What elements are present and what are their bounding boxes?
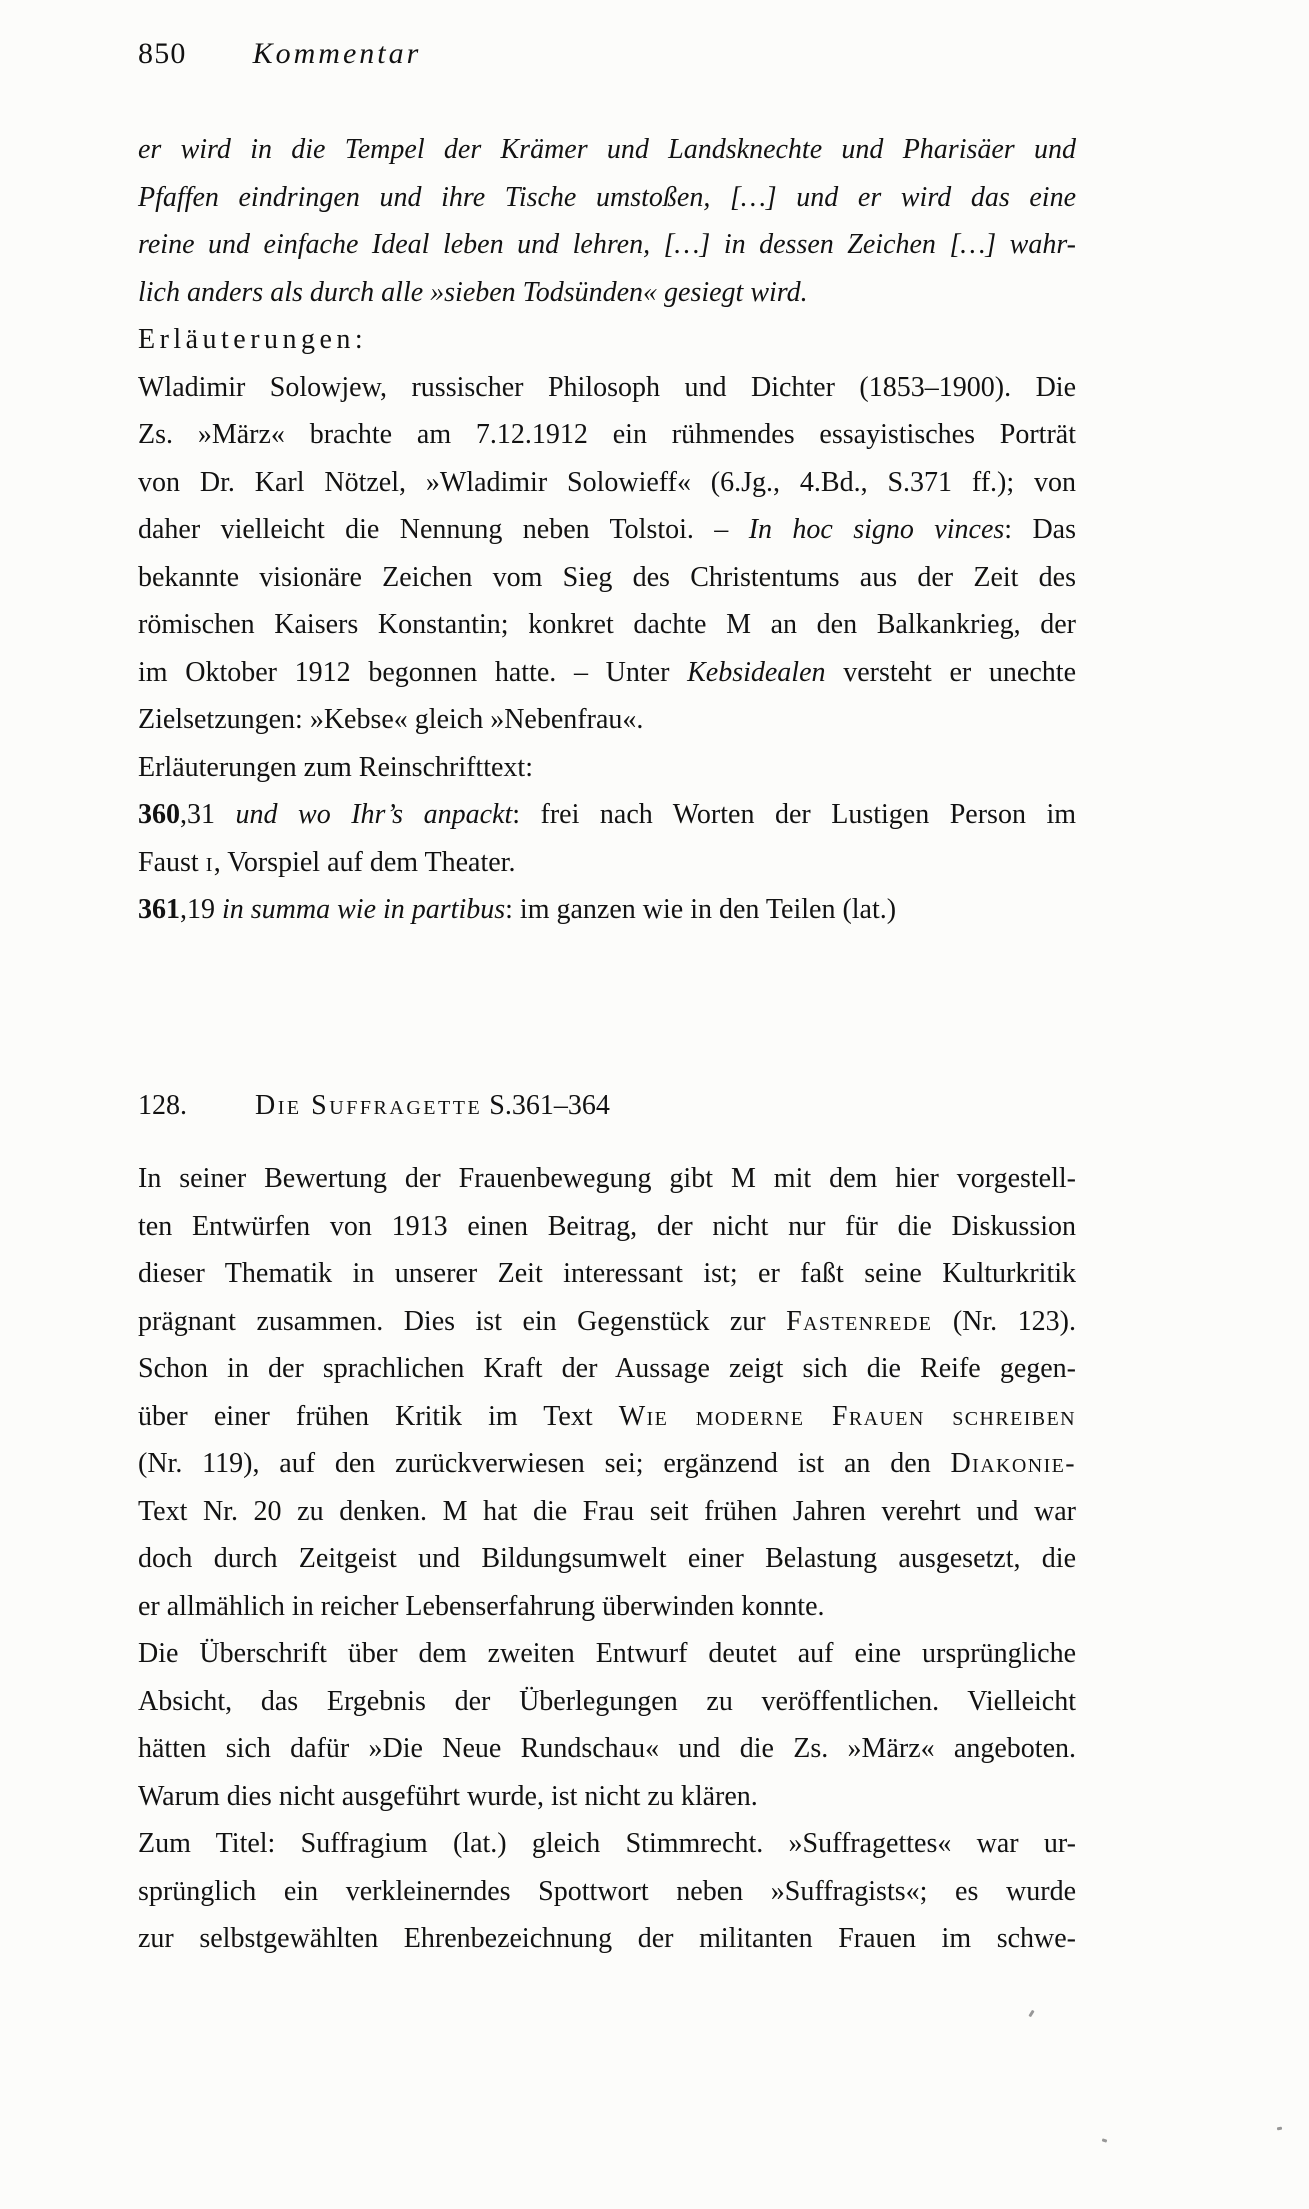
- page-body: [138, 126, 1076, 1963]
- text-segment-n: ,31: [180, 799, 236, 830]
- text-line: [138, 886, 1076, 934]
- text-segment-n: daher vielleicht die Nennung neben Tolstoi. –: [138, 514, 749, 545]
- text-segment-n: versteht er unechte: [825, 656, 1076, 688]
- text-line: [138, 506, 1076, 554]
- text-line: [138, 126, 1076, 174]
- text-segment-n: Erläuterungen zum Reinschrifttext:: [138, 751, 533, 783]
- text-line: [138, 459, 1076, 507]
- text-segment-i: lich anders als durch alle »sieben Todsünden« gesiegt wird.: [138, 276, 808, 308]
- text-segment-n: dieser Thematik in unserer Zeit interessant ist; er faßt seine Kulturkritik: [138, 1258, 1076, 1289]
- text-segment-n: Schon in der sprachlichen Kraft der Aussage zeigt sich die Reife gegen-: [138, 1353, 1076, 1384]
- text-segment-n: (Nr. 123).: [932, 1305, 1076, 1337]
- quote-paragraph: [138, 126, 1076, 316]
- text-segment-n: römischen Kaisers Konstantin; konkret dachte M an den Balkankrieg, der: [138, 609, 1076, 640]
- suffragette-paragraph-1: [138, 1155, 1076, 1630]
- text-segment-n: ,19: [180, 894, 222, 925]
- text-segment-n: bekannte visionäre Zeichen vom Sieg des Christentums aus der Zeit des: [138, 561, 1076, 593]
- text-segment-i: In hoc signo vinces: [748, 514, 1005, 545]
- entry-360: [138, 791, 1076, 886]
- text-line: [138, 1725, 1076, 1773]
- text-segment-n: : im ganzen wie in den Teilen (lat.): [505, 894, 897, 925]
- entry-361: [138, 886, 1076, 934]
- text-segment-n: im Oktober 1912 begonnen hatte. – Unter: [138, 656, 688, 688]
- text-segment-n: ten Entwürfen von 1913 einen Beitrag, der nicht nur für die Diskussion: [138, 1210, 1076, 1242]
- text-segment-n: von Dr. Karl Nötzel, »Wladimir Solowieff« (6.Jg., 4.Bd., S.371 ff.); von: [138, 466, 1076, 498]
- text-line: [138, 1250, 1076, 1298]
- text-line: [138, 1678, 1076, 1726]
- suffragette-paragraph-2: [138, 1630, 1076, 1820]
- text-line: [138, 1915, 1076, 1963]
- text-segment-i: Pfaffen eindringen und ihre Tische umstoßen, […] und er wird das eine: [138, 181, 1076, 213]
- text-line: [138, 174, 1076, 222]
- page-header: [138, 0, 1309, 74]
- text-line: [138, 364, 1076, 412]
- text-line: [138, 221, 1076, 269]
- text-line: [138, 744, 1076, 792]
- text-segment-n: S.361–364: [482, 1089, 610, 1121]
- text-line: [138, 839, 1076, 887]
- text-line: [138, 1298, 1076, 1346]
- section-heading: [138, 1082, 1076, 1130]
- text-segment-n: hätten sich dafür »Die Neue Rundschau« und die Zs. »März« angeboten.: [138, 1733, 1076, 1764]
- text-line: [138, 554, 1076, 602]
- text-segment-i: Kebsidealen: [687, 656, 826, 688]
- text-segment-n: (Nr. 119), auf den zurückverwiesen sei; ergänzend ist an den: [138, 1448, 951, 1479]
- text-segment-n: sprünglich ein verkleinerndes Spottwort neben »Suffragists«; es wurde: [138, 1875, 1076, 1907]
- text-line: [138, 316, 1076, 364]
- text-line: [138, 1203, 1076, 1251]
- commentary-paragraph: [138, 364, 1076, 744]
- text-line: [138, 1773, 1076, 1821]
- scan-speckle: [1277, 2127, 1282, 2131]
- text-line: [138, 1535, 1076, 1583]
- text-segment-sc: Wie moderne Frauen schreiben: [618, 1400, 1076, 1432]
- text-line: [138, 1393, 1076, 1441]
- text-segment-n: prägnant zusammen. Dies ist ein Gegenstück zur: [138, 1305, 787, 1337]
- text-line: [138, 601, 1076, 649]
- running-head: Kommentar: [252, 37, 422, 70]
- text-segment-i: er wird in die Tempel der Krämer und Landsknechte und Pharisäer und: [138, 134, 1076, 165]
- text-segment-sc: i: [205, 846, 214, 878]
- text-segment-n: Absicht, das Ergebnis der Überlegungen zu veröffentlichen. Vielleicht: [138, 1685, 1076, 1717]
- text-segment-n: Faust: [138, 846, 206, 878]
- text-segment-sc: Fastenrede: [786, 1305, 933, 1337]
- text-segment-n: : frei nach Worten der Lustigen Person im: [512, 799, 1077, 830]
- scan-speckle: [1028, 2010, 1034, 2018]
- text-segment-n: Wladimir Solowjew, russischer Philosoph und Dichter (1853–1900). Die: [138, 371, 1076, 403]
- text-segment-n: Die Überschrift über dem zweiten Entwurf deutet auf eine ursprüngliche: [138, 1638, 1076, 1669]
- text-segment-b: 360: [138, 799, 180, 830]
- text-line: [138, 1345, 1076, 1393]
- text-line: [138, 1820, 1076, 1868]
- text-segment-n: Zielsetzungen: »Kebse« gleich »Nebenfrau«.: [138, 704, 644, 735]
- erlaeuterungen-label: [138, 316, 1076, 364]
- text-line: [138, 269, 1076, 317]
- text-line: [138, 1583, 1076, 1631]
- page-number: 850: [138, 37, 187, 70]
- text-line: [138, 1868, 1076, 1916]
- text-segment-n: Zum Titel: Suffragium (lat.) gleich Stimmrecht. »Suffragettes« war ur-: [138, 1828, 1076, 1859]
- text-segment-n: über einer frühen Kritik im Text: [138, 1400, 619, 1432]
- text-segment-sc: Diakonie-: [950, 1448, 1076, 1479]
- text-segment-n: er allmählich in reicher Lebenserfahrung überwinden konnte.: [138, 1590, 825, 1622]
- text-segment-n: , Vorspiel auf dem Theater.: [213, 846, 516, 878]
- text-segment-n: doch durch Zeitgeist und Bildungsumwelt einer Belastung ausgesetzt, die: [138, 1543, 1076, 1574]
- text-line: [138, 791, 1076, 839]
- text-line: [138, 1155, 1076, 1203]
- text-segment-n: zur selbstgewählten Ehrenbezeichnung der militanten Frauen im schwe-: [138, 1923, 1076, 1954]
- text-line: [138, 1440, 1076, 1488]
- text-line: [138, 696, 1076, 744]
- text-segment-i: in summa wie in partibus: [222, 894, 506, 925]
- text-segment-n: In seiner Bewertung der Frauenbewegung gibt M mit dem hier vorgestell-: [138, 1163, 1076, 1194]
- text-line: [138, 411, 1076, 459]
- text-segment-n: 128.: [138, 1089, 187, 1121]
- text-segment-ls: Erläuterungen:: [138, 324, 368, 355]
- scan-speckle: [1102, 2138, 1108, 2142]
- text-line: [138, 1630, 1076, 1678]
- text-segment-i: und wo Ihr’s anpackt: [235, 799, 513, 830]
- text-segment-n: Warum dies nicht ausgeführt wurde, ist nicht zu klären.: [138, 1780, 758, 1812]
- text-segment-b: 361: [138, 894, 180, 925]
- text-line: [138, 1488, 1076, 1536]
- text-segment-n: : Das: [1004, 514, 1076, 545]
- text-segment-n: Text Nr. 20 zu denken. M hat die Frau seit frühen Jahren verehrt und war: [138, 1495, 1076, 1527]
- text-segment-i: reine und einfache Ideal leben und lehren, […] in dessen Zeichen […] wahr-: [138, 229, 1076, 260]
- reinschrift-label: [138, 744, 1076, 792]
- suffragette-paragraph-3: [138, 1820, 1076, 1963]
- text-segment-sc: Die Suffragette: [255, 1089, 483, 1121]
- text-line: [138, 649, 1076, 697]
- text-line: [138, 1082, 1076, 1130]
- text-segment-n: Zs. »März« brachte am 7.12.1912 ein rühmendes essayistisches Porträt: [138, 419, 1076, 450]
